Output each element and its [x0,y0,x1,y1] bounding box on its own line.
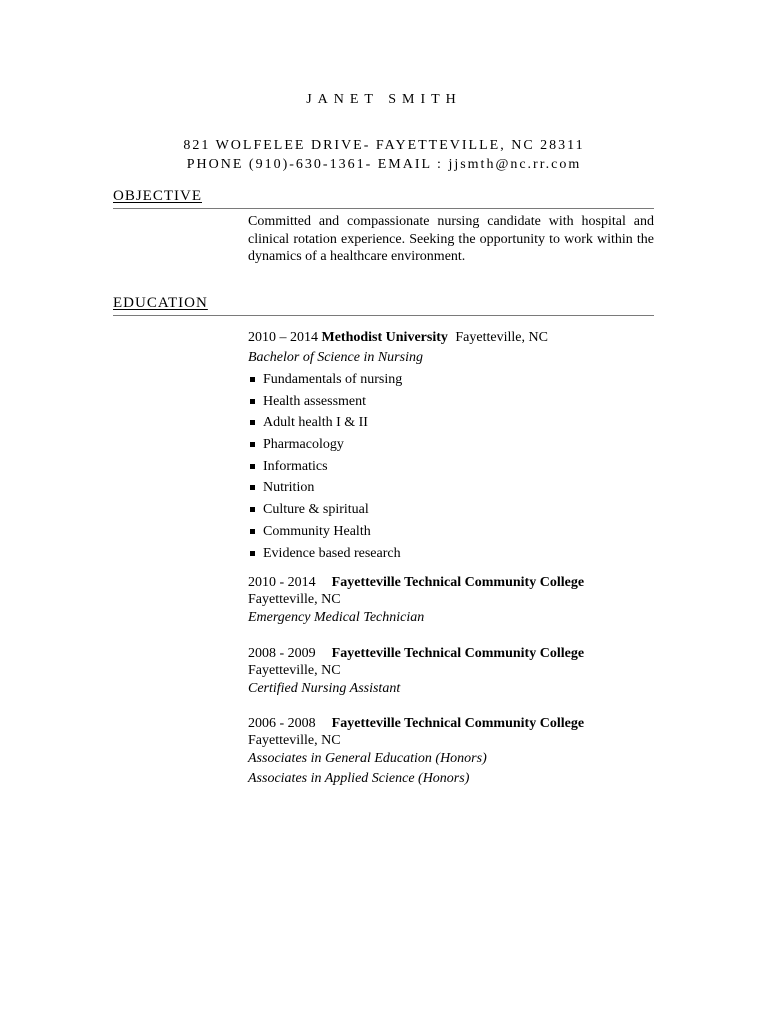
education-years: 2008 - 2009 [248,646,316,661]
resume-name: JANET SMITH [306,92,462,107]
course-list [248,369,668,564]
bullet-icon [250,377,255,382]
bullet-icon [250,507,255,512]
objective-text: Committed and compassionate nursing candidate with hospital and clinical rotation experience. Seeking the opportunity to work within the dynamics of a healthcare environment. [248,214,654,264]
education-degree: Emergency Medical Technician [248,610,425,625]
education-school: Fayetteville Technical Community College [331,646,585,661]
course-item: Health assessment [248,391,668,413]
course-item: Nutrition [248,477,668,499]
course-item: Community Health [248,521,668,543]
course-item: Evidence based research [248,543,668,565]
bullet-icon [250,399,255,404]
course-item: Fundamentals of nursing [248,369,668,391]
course-item: Culture & spiritual [248,499,668,521]
bullet-icon [250,442,255,447]
objective-heading-text: OBJECTIVE [113,188,202,204]
bullet-icon [250,529,255,534]
education-entry-header [248,328,668,348]
education-entry-ftcc-emt [248,574,668,628]
education-section-heading [113,295,654,316]
education-entry-ftcc-associates [248,715,668,789]
education-degree: Associates in Applied Science (Honors) [248,771,470,786]
education-location: Fayetteville, NC [248,663,341,678]
education-degree: Associates in General Education (Honors) [248,751,487,766]
education-location: Fayetteville, NC [248,733,341,748]
education-location: Fayetteville, NC [455,330,548,345]
education-years: 2010 - 2014 [248,575,316,590]
course-item: Pharmacology [248,434,668,456]
education-location: Fayetteville, NC [248,592,341,607]
bullet-icon [250,551,255,556]
contact-address: 821 WOLFELEE DRIVE- FAYETTEVILLE, NC 28311 [183,138,585,153]
education-heading-text: EDUCATION [113,295,208,311]
objective-section-heading [113,188,654,209]
course-item: Informatics [248,456,668,478]
education-degree: Bachelor of Science in Nursing [248,350,423,365]
education-school: Fayetteville Technical Community College [331,716,585,731]
education-degree: Certified Nursing Assistant [248,681,401,696]
education-entry-methodist [248,328,668,564]
education-school: Methodist University [321,330,448,345]
education-entry-header [248,645,668,662]
bullet-icon [250,485,255,490]
education-school: Fayetteville Technical Community College [331,575,585,590]
contact-phone-email: PHONE (910)-630-1361- EMAIL : jjsmth@nc.rr.com [186,157,582,172]
education-entry-header [248,574,668,591]
education-years: 2006 - 2008 [248,716,316,731]
education-years: 2010 – 2014 [248,330,318,345]
education-entry-header [248,715,668,732]
bullet-icon [250,464,255,469]
bullet-icon [250,420,255,425]
education-entry-ftcc-cna [248,645,668,699]
course-item: Adult health I & II [248,412,668,434]
